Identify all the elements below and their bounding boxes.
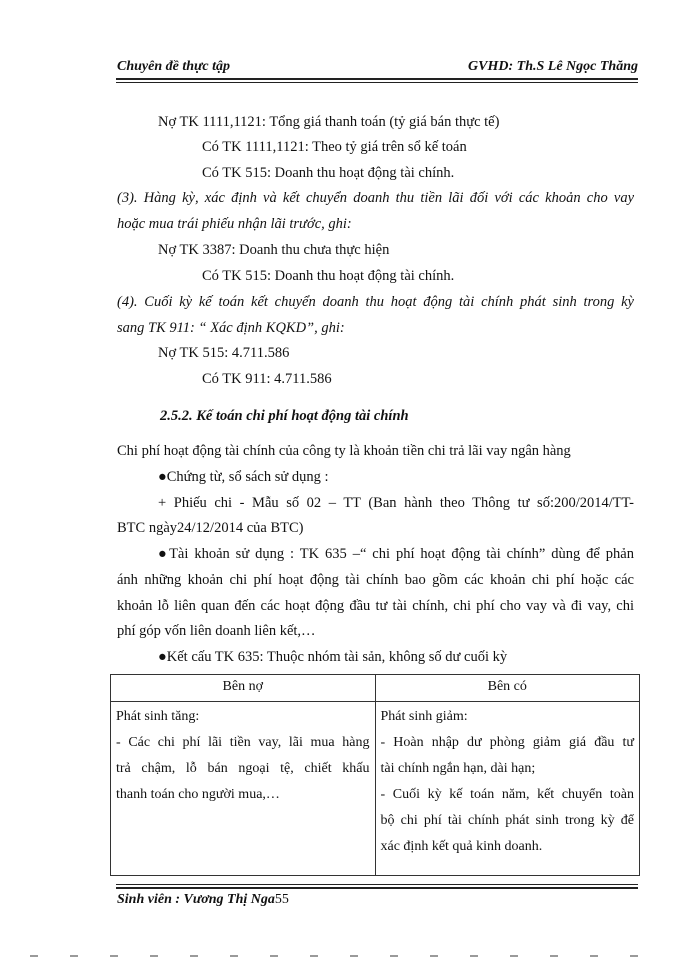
entry-debit-3387: Nợ TK 3387: Doanh thu chưa thực hiện (158, 242, 390, 258)
bullet-account-line-1: ●Tài khoản sử dụng : TK 635 –“ chi phí hoạt động tài chính” dùng để phản (158, 546, 634, 562)
credit-line: xác định kết quả kinh doanh. (380, 839, 543, 854)
entry-credit-1111: Có TK 1111,1121: Theo tỷ giá trên sổ kế toán (202, 139, 467, 155)
step-3-line-2: hoặc mua trái phiếu nhận lãi trước, ghi: (117, 216, 352, 232)
entry-debit-515: Nợ TK 515: 4.711.586 (158, 345, 290, 361)
debit-line: thanh toán cho người mua,… (116, 787, 280, 802)
step-3-line-1: (3). Hàng kỳ, xác định và kết chuyển doanh thu tiền lãi đối với các khoản cho vay (117, 190, 634, 206)
entry-debit-1111: Nợ TK 1111,1121: Tổng giá thanh toán (tỷ giá bán thực tế) (158, 114, 500, 130)
footer-rule-thin (116, 884, 638, 885)
debit-line: trả chậm, lỗ bán ngoại tệ, chiết khấu (116, 761, 370, 776)
entry-credit-911: Có TK 911: 4.711.586 (202, 371, 332, 387)
header-rule-thick (116, 78, 638, 80)
debit-line: Phát sinh tăng: (116, 709, 200, 724)
credit-line: Phát sinh giảm: (380, 709, 468, 724)
entry-credit-515: Có TK 515: Doanh thu hoạt động tài chính. (202, 165, 455, 181)
bullet-structure: ●Kết cấu TK 635: Thuộc nhóm tài sản, không số dư cuối kỳ (158, 649, 508, 665)
entry-credit-515-b: Có TK 515: Doanh thu hoạt động tài chính. (202, 268, 455, 284)
debit-line: - Các chi phí lãi tiền vay, lãi mua hàng (116, 735, 370, 750)
credit-line: - Cuối kỳ kế toán năm, kết chuyển toàn (380, 787, 634, 802)
footer-rule-thick (116, 887, 638, 889)
bullet-documents: ●Chứng từ, sổ sách sử dụng : (158, 469, 329, 485)
credit-line: bộ chi phí tài chính phát sinh trong kỳ để (380, 813, 634, 828)
paragraph-intro: Chi phí hoạt động tài chính của công ty là khoản tiền chi trả lãi vay ngân hàng (117, 443, 571, 459)
bullet-account-line-3: khoản lỗ liên quan đến các hoạt động đầu tư tài chính, chi phí cho vay và đi vay, chi (117, 598, 634, 614)
bullet-account-line-4: phí góp vốn liên doanh liên kết,… (117, 623, 316, 639)
credit-line: tài chính ngắn hạn, dài hạn; (380, 761, 536, 776)
header-debit: Bên nợ (111, 675, 376, 702)
page-number: 55 (274, 892, 289, 907)
credit-cell (375, 702, 640, 876)
step-4-line-1: (4). Cuối kỳ kế toán kết chuyển doanh thu hoạt động tài chính phát sinh trong kỳ (117, 294, 634, 310)
header-credit: Bên có (375, 675, 640, 702)
account-635-table (110, 674, 640, 876)
credit-line: - Hoàn nhập dư phòng giảm giá đầu tư (380, 735, 634, 750)
voucher-line-2: BTC ngày24/12/2014 của BTC) (117, 520, 304, 536)
step-4-line-2: sang TK 911: “ Xác định KQKD”, ghi: (117, 320, 345, 336)
bullet-account-line-2: ánh những khoản chi phí hoạt động tài chính bao gồm các khoản chi phí hoặc các (117, 572, 634, 588)
voucher-line-1: + Phiếu chi - Mẫu số 02 – TT (Ban hành theo Thông tư số:200/2014/TT- (158, 495, 634, 511)
debit-cell (111, 702, 376, 876)
header-right: GVHD: Th.S Lê Ngọc Thăng (468, 59, 638, 74)
section-title: 2.5.2. Kế toán chi phí hoạt động tài chính (160, 408, 409, 424)
footer (117, 892, 289, 908)
header-left: Chuyên đề thực tập (117, 59, 231, 74)
header-rule-thin (116, 82, 638, 83)
footer-student: Sinh viên : Vương Thị Nga (117, 892, 275, 907)
footer-dotted-border (30, 955, 670, 957)
